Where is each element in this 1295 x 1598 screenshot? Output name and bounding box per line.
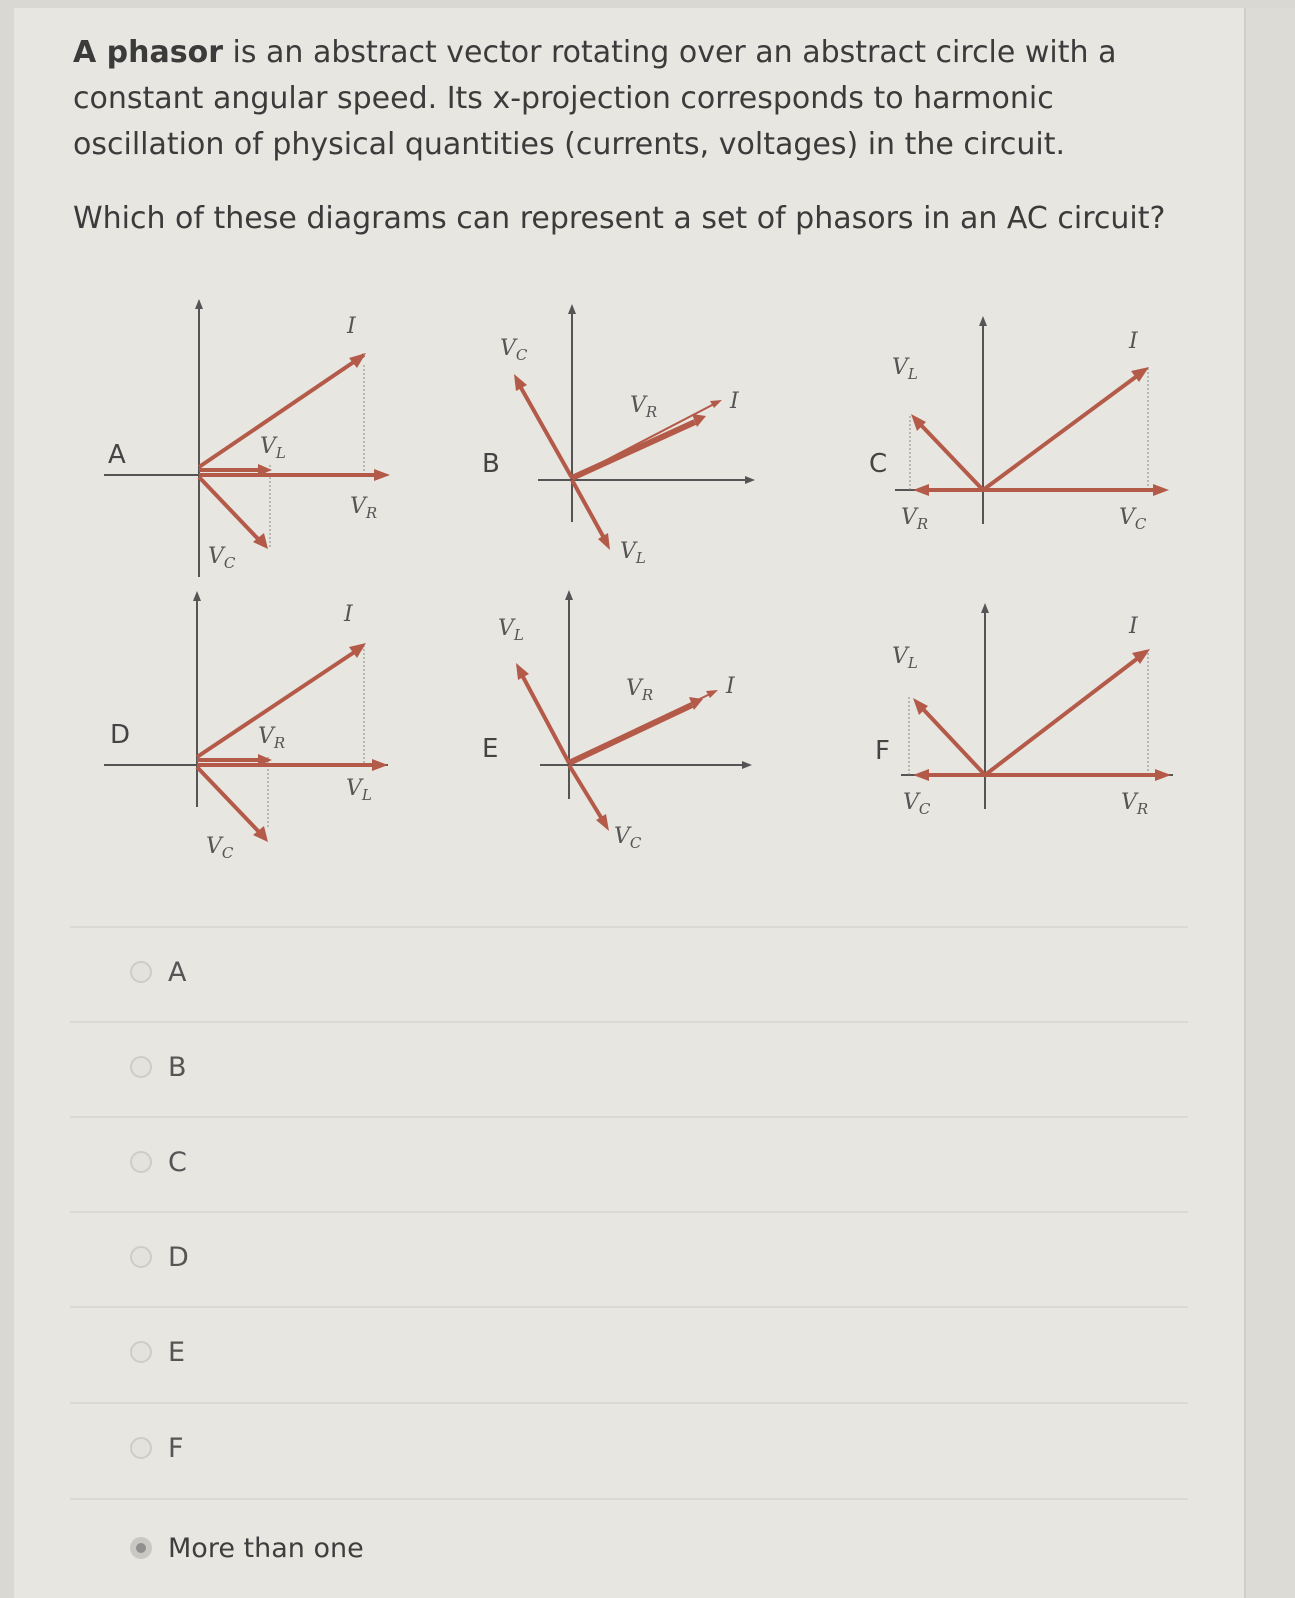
- label-vr-symbol: V: [1121, 790, 1137, 815]
- option-label: B: [168, 1051, 187, 1083]
- radio-button-selected[interactable]: [130, 1537, 152, 1559]
- option-label: More than one: [168, 1532, 364, 1564]
- label-vc-symbol: V: [206, 834, 222, 859]
- question-intro-text: is an abstract vector rotating over an abstract circle with a constant angular speed. Its x-projection corresponds to harmonic oscillation of physical quantities (currents, voltages) in the circuit.: [73, 35, 1117, 162]
- option-label: D: [168, 1241, 189, 1273]
- phasor-diagram-a: [100, 295, 400, 589]
- label-i: I: [1129, 329, 1138, 354]
- svg-text:VL: [892, 355, 918, 383]
- phasor-diagram-f: [865, 595, 1185, 839]
- y-axis-arrowhead: [981, 603, 989, 613]
- svg-text:VR: [258, 724, 285, 752]
- label-vr-subscript: R: [645, 403, 658, 421]
- svg-text:VR: [630, 393, 657, 421]
- phasor-vc: [199, 477, 260, 541]
- option-f[interactable]: [130, 1428, 184, 1468]
- label-vr-symbol: V: [350, 494, 366, 519]
- svg-text:VL: [260, 434, 286, 462]
- label-vc-subscript: C: [918, 800, 931, 818]
- label-vc-symbol: V: [500, 336, 516, 361]
- label-vc-symbol: V: [208, 544, 224, 569]
- option-label: F: [168, 1432, 184, 1464]
- label-vr-symbol: V: [626, 676, 642, 701]
- question-prompt: Which of these diagrams can represent a set of phasors in an AC circuit?: [73, 201, 1166, 236]
- label-vc-symbol: V: [614, 824, 630, 849]
- label-vc-subscript: C: [515, 346, 528, 364]
- label-vl-symbol: V: [892, 355, 908, 380]
- svg-text:VC: [206, 834, 234, 862]
- phasor-diagram-c: [865, 310, 1185, 554]
- option-divider: [70, 1402, 1188, 1404]
- label-i: I: [730, 389, 739, 414]
- label-vl-subscript: L: [635, 549, 646, 567]
- phasor-arrowhead: [374, 469, 390, 481]
- option-label: E: [168, 1336, 186, 1368]
- question-term: A phasor: [73, 35, 223, 70]
- radio-button[interactable]: [130, 1056, 152, 1078]
- label-vc-subscript: C: [223, 554, 236, 572]
- svg-text:VL: [346, 776, 372, 804]
- phasor-vl: [522, 675, 569, 763]
- phasor-arrowhead: [514, 374, 527, 391]
- phasor-vr: [572, 422, 695, 478]
- phasor-vl: [572, 480, 604, 538]
- svg-text:VL: [892, 644, 918, 672]
- label-vl-symbol: V: [498, 616, 514, 641]
- label-vl-subscript: L: [907, 365, 918, 383]
- diagram-letter: D: [110, 720, 131, 750]
- radio-button[interactable]: [130, 1151, 152, 1173]
- phasor-i: [985, 658, 1138, 775]
- x-axis-arrowhead: [742, 761, 752, 769]
- label-vl-subscript: L: [361, 786, 372, 804]
- phasor-i: [569, 693, 712, 763]
- svg-text:VC: [500, 336, 528, 364]
- option-divider: [70, 1498, 1188, 1500]
- svg-text:VC: [614, 824, 642, 852]
- phasor-i: [983, 376, 1137, 490]
- diagram-letter: E: [482, 734, 499, 764]
- y-axis-arrowhead: [565, 590, 573, 600]
- label-vr-symbol: V: [630, 393, 646, 418]
- label-i: I: [1129, 614, 1138, 639]
- label-vr-subscript: R: [273, 734, 286, 752]
- label-vc-subscript: C: [629, 834, 642, 852]
- phasor-arrowhead: [1155, 769, 1171, 781]
- svg-text:VR: [1121, 790, 1148, 818]
- label-vr-subscript: R: [365, 504, 378, 522]
- phasor-arrowhead: [596, 814, 609, 831]
- label-vr-symbol: V: [258, 724, 274, 749]
- option-e[interactable]: [130, 1332, 185, 1372]
- label-vc-subscript: C: [221, 844, 234, 862]
- option-label: C: [168, 1146, 187, 1178]
- label-vr-symbol: V: [901, 505, 917, 530]
- svg-text:VC: [208, 544, 236, 572]
- diagram-letter: F: [875, 736, 890, 766]
- label-vr-subscript: R: [1136, 800, 1149, 818]
- phasor-arrowhead: [710, 400, 722, 408]
- option-divider: [70, 926, 1188, 928]
- phasor-arrowhead: [598, 533, 610, 550]
- label-i: I: [344, 602, 353, 627]
- radio-button[interactable]: [130, 1246, 152, 1268]
- y-axis-arrowhead: [568, 304, 576, 314]
- phasor-diagram-b: [480, 300, 770, 584]
- radio-button[interactable]: [130, 1437, 152, 1459]
- phasor-diagram-e: [478, 585, 768, 869]
- y-axis-arrowhead: [979, 316, 987, 326]
- svg-text:VR: [350, 494, 377, 522]
- phasor-vc: [197, 767, 260, 833]
- option-more-than-one[interactable]: [130, 1528, 364, 1568]
- phasor-vl: [923, 709, 985, 775]
- label-vc-symbol: V: [903, 790, 919, 815]
- label-vl-symbol: V: [260, 434, 276, 459]
- diagram-letter: B: [482, 449, 500, 479]
- svg-text:VC: [903, 790, 931, 818]
- option-divider: [70, 1306, 1188, 1308]
- phasor-diagram-d: [100, 585, 400, 869]
- label-i: I: [726, 674, 735, 699]
- phasor-vl: [921, 425, 983, 490]
- phasor-vc: [520, 386, 572, 478]
- phasor-vc: [569, 765, 602, 819]
- right-scroll-area: [1244, 8, 1295, 1598]
- phasor-arrowhead: [913, 769, 929, 781]
- radio-button[interactable]: [130, 1341, 152, 1363]
- option-label: A: [168, 956, 187, 988]
- option-b[interactable]: [130, 1047, 187, 1087]
- label-vr-subscript: R: [641, 686, 654, 704]
- phasor-arrowhead: [1153, 484, 1169, 496]
- svg-text:VR: [901, 505, 928, 533]
- label-vl-symbol: V: [346, 776, 362, 801]
- phasor-arrowhead: [372, 759, 388, 771]
- label-vl-subscript: L: [275, 444, 286, 462]
- x-axis-arrowhead: [745, 476, 755, 484]
- label-vc-symbol: V: [1119, 505, 1135, 530]
- phasor-arrowhead: [516, 663, 529, 680]
- label-vr-subscript: R: [916, 515, 929, 533]
- y-axis-arrowhead: [193, 591, 201, 601]
- option-d[interactable]: [130, 1237, 189, 1277]
- label-vl-subscript: L: [513, 626, 524, 644]
- radio-button[interactable]: [130, 961, 152, 983]
- option-divider: [70, 1116, 1188, 1118]
- y-axis-arrowhead: [195, 299, 203, 309]
- option-c[interactable]: [130, 1142, 187, 1182]
- phasor-arrowhead: [706, 690, 718, 698]
- svg-text:VC: [1119, 505, 1147, 533]
- svg-text:VR: [626, 676, 653, 704]
- option-a[interactable]: [130, 952, 186, 992]
- label-vl-symbol: V: [892, 644, 908, 669]
- phasor-arrowhead: [913, 484, 929, 496]
- label-vc-subscript: C: [1134, 515, 1147, 533]
- label-vl-subscript: L: [907, 654, 918, 672]
- svg-text:VL: [498, 616, 524, 644]
- diagram-letter: C: [869, 449, 888, 479]
- option-divider: [70, 1021, 1188, 1023]
- label-i: I: [347, 314, 356, 339]
- question-intro: [73, 30, 1193, 168]
- diagram-letter: A: [108, 440, 126, 470]
- svg-text:VL: [620, 539, 646, 567]
- option-divider: [70, 1211, 1188, 1213]
- label-vl-symbol: V: [620, 539, 636, 564]
